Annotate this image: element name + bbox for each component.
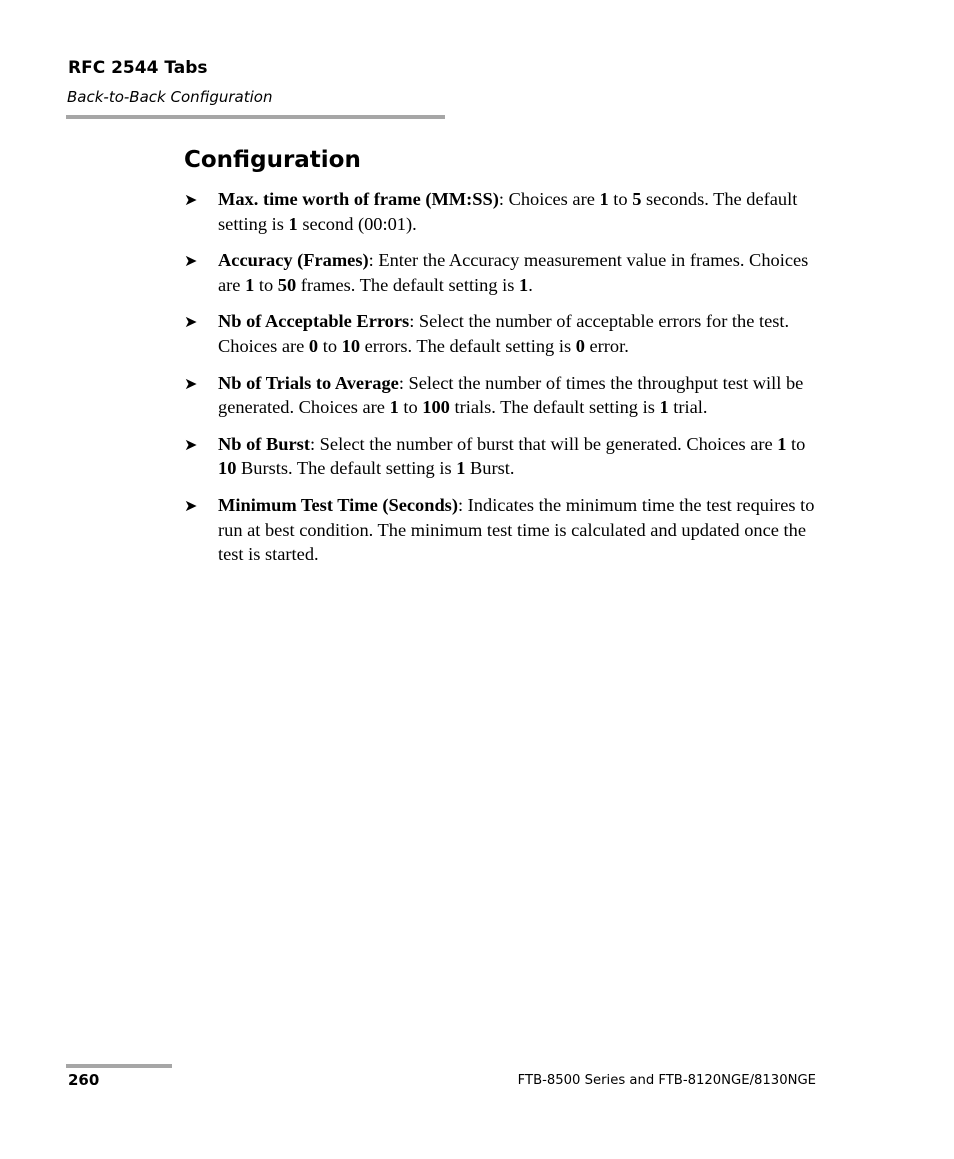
item-value: 1 — [777, 433, 787, 454]
item-value: 50 — [277, 274, 297, 295]
item-value: 0 — [308, 335, 319, 356]
item-value: 5 — [632, 189, 642, 209]
list-item-accuracy — [184, 248, 819, 297]
section-title: Configuration — [184, 147, 361, 173]
running-header-chapter: RFC 2544 Tabs — [68, 58, 208, 78]
item-value: 1 — [599, 189, 609, 209]
page-number: 260 — [68, 1071, 100, 1089]
item-text: to — [254, 274, 278, 295]
item-text: frames. The default setting is — [296, 274, 520, 295]
item-label: Minimum Test Time (Seconds) — [218, 494, 458, 515]
arrowhead-right-icon: ➤ — [184, 251, 198, 271]
list-item-burst — [184, 432, 819, 481]
item-label: Accuracy (Frames) — [218, 250, 369, 271]
settings-list — [184, 187, 819, 579]
header-divider — [66, 115, 445, 119]
item-value: 1 — [456, 458, 466, 479]
item-text: : Select the number of burst that will be generated. Choices are — [309, 433, 778, 454]
item-text: second (00:01). — [297, 213, 417, 234]
item-label: Max. time worth of frame (MM:SS) — [218, 189, 499, 209]
item-label: Nb of Trials to Average — [218, 372, 399, 393]
arrowhead-right-icon: ➤ — [184, 434, 198, 454]
item-text: . — [528, 274, 533, 295]
item-text: : Enter the Accuracy measurement value in frames. Choices are — [218, 250, 809, 295]
item-text: Bursts. The default setting is — [236, 458, 457, 479]
item-value: 10 — [218, 458, 237, 479]
item-value: 0 — [575, 335, 585, 356]
list-item-trials-to-average — [184, 371, 819, 420]
item-value: 1 — [659, 397, 669, 418]
arrowhead-right-icon: ➤ — [184, 373, 198, 393]
arrowhead-right-icon: ➤ — [184, 312, 198, 332]
item-label: Nb of Acceptable Errors — [218, 311, 410, 332]
item-text: seconds. The default setting is — [218, 189, 798, 234]
footer-product-name: FTB-8500 Series and FTB-8120NGE/8130NGE — [517, 1073, 816, 1088]
item-text: trial. — [668, 397, 708, 418]
item-text: Burst. — [465, 458, 515, 479]
item-text: : Indicates the minimum time the test requires to run at best condition. The minimum test time is calculated and updated once the test is started. — [218, 494, 815, 565]
list-item-max-time — [184, 187, 819, 236]
item-value: 1 — [389, 397, 399, 418]
item-text: : Choices are — [498, 189, 600, 209]
item-value: 1 — [288, 213, 298, 234]
item-text: to — [398, 397, 423, 418]
item-text: to — [318, 335, 342, 356]
running-header-section: Back-to-Back Configuration — [67, 88, 273, 106]
item-text: : Select the number of times the throughput test will be generated. Choices are — [218, 372, 804, 418]
item-value: 1 — [245, 274, 255, 295]
item-value: 1 — [519, 274, 529, 295]
item-text: to — [608, 189, 633, 209]
item-text: : Select the number of acceptable errors for the test. Choices are — [218, 311, 790, 356]
item-label: Nb of Burst — [218, 433, 310, 454]
footer-divider — [66, 1064, 172, 1068]
item-text: trials. The default setting is — [449, 397, 660, 418]
item-value: 100 — [422, 397, 450, 418]
item-text: to — [786, 433, 806, 454]
item-text: error. — [584, 335, 629, 356]
item-value: 10 — [341, 335, 361, 356]
list-item-acceptable-errors — [184, 309, 819, 358]
list-item-minimum-test-time — [184, 493, 819, 567]
arrowhead-right-icon: ➤ — [184, 495, 198, 515]
item-text: errors. The default setting is — [360, 335, 576, 356]
arrowhead-right-icon: ➤ — [184, 190, 198, 209]
